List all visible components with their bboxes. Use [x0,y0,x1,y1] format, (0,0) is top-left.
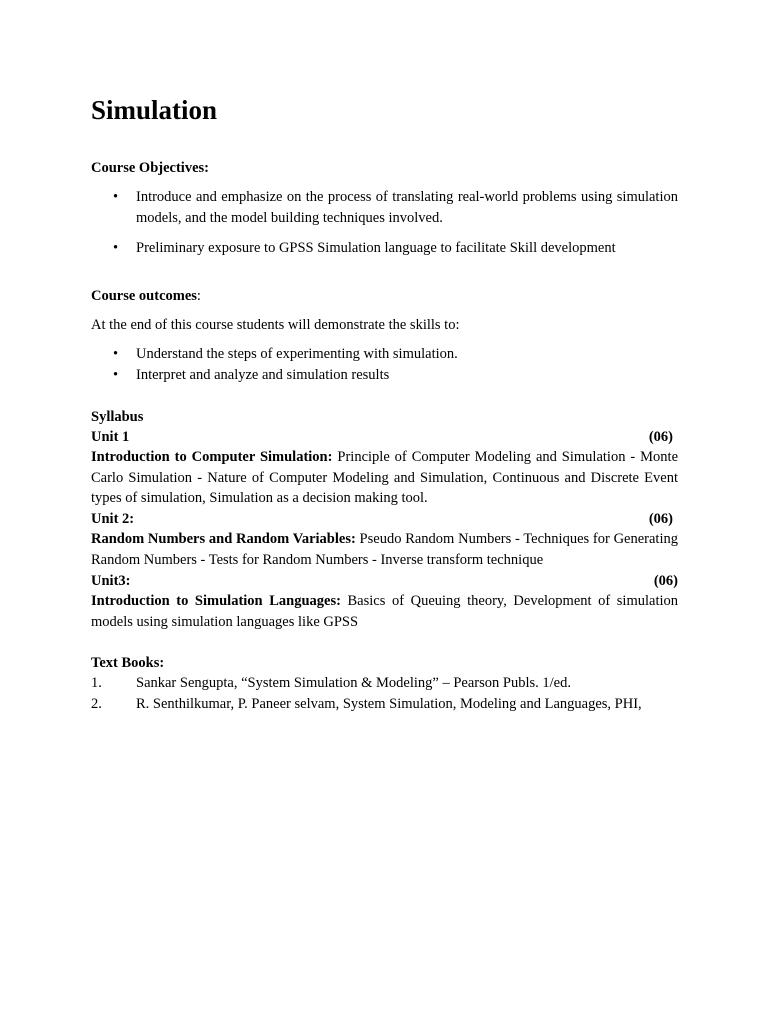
unit-3-header [91,571,678,592]
unit-hours: (06) [648,429,673,445]
objectives-heading: Course Objectives: [91,160,209,176]
outcome-item [91,344,678,365]
document-title: Simulation [91,95,218,125]
bullet-icon: • [113,189,119,205]
bullet-icon: • [113,346,119,362]
unit-2-header [91,509,678,530]
textbook-number: 1. [91,675,102,691]
bullet-icon: • [113,366,119,383]
unit-topic-text: Pseudo Random Numbers - Techniques for Generating Random Numbers - Tests for Random Numbers - Inverse transform technique [91,531,678,568]
unit-label: Unit 1 [91,429,130,445]
outcomes-heading-colon: : [196,288,201,304]
outcome-text: Understand the steps of experimenting with simulation. [136,346,458,362]
unit-hours: (06) [648,511,673,527]
bullet-icon: • [113,240,119,256]
unit-label: Unit 2: [91,511,135,527]
unit-topic: Introduction to Simulation Languages: [91,593,341,609]
textbook-item [91,694,691,715]
unit-topic: Random Numbers and Random Variables: [91,531,356,547]
outcomes-heading: Course outcomes [91,288,197,304]
unit-hours: (06) [653,573,678,589]
outcome-text: Interpret and analyze and simulation results [136,366,390,383]
unit-1-description [91,447,678,509]
outcomes-intro: At the end of this course students will demonstrate the skills to: [91,317,460,333]
textbook-item [91,673,691,694]
textbooks-list [91,673,691,715]
objectives-list [91,187,678,259]
unit-label: Unit3: [91,573,131,589]
outcomes-heading-line [91,286,678,307]
objective-item [91,238,678,259]
unit-2-description [91,529,678,570]
unit-3-description [91,591,678,632]
syllabus-heading: Syllabus [91,409,144,425]
objective-text: Preliminary exposure to GPSS Simulation language to facilitate Skill development [136,240,616,256]
outcomes-list [91,344,678,385]
unit-1-header [91,427,678,448]
textbooks-heading: Text Books: [91,655,165,671]
objective-item [91,187,678,228]
unit-topic-text: Basics of Queuing theory, Development of simulation models using simulation languages like GPSS [91,593,679,630]
textbook-text: Sankar Sengupta, “System Simulation & Modeling” – Pearson Publs. 1/ed. [136,675,571,691]
outcome-item [91,365,678,386]
unit-topic: Introduction to Computer Simulation: [91,449,333,465]
textbook-text: R. Senthilkumar, P. Paneer selvam, System Simulation, Modeling and Languages, PHI, [136,696,642,712]
unit-topic-text: Principle of Computer Modeling and Simulation - Monte Carlo Simulation - Nature of Computer Modeling and Simulation, Continuous and Discrete Event types of simulation, Simulation as a decision making tool. [91,449,679,506]
textbook-number: 2. [91,696,102,712]
objective-text: Introduce and emphasize on the process of translating real-world problems using simulation models, and the model building techniques involved. [136,189,678,226]
